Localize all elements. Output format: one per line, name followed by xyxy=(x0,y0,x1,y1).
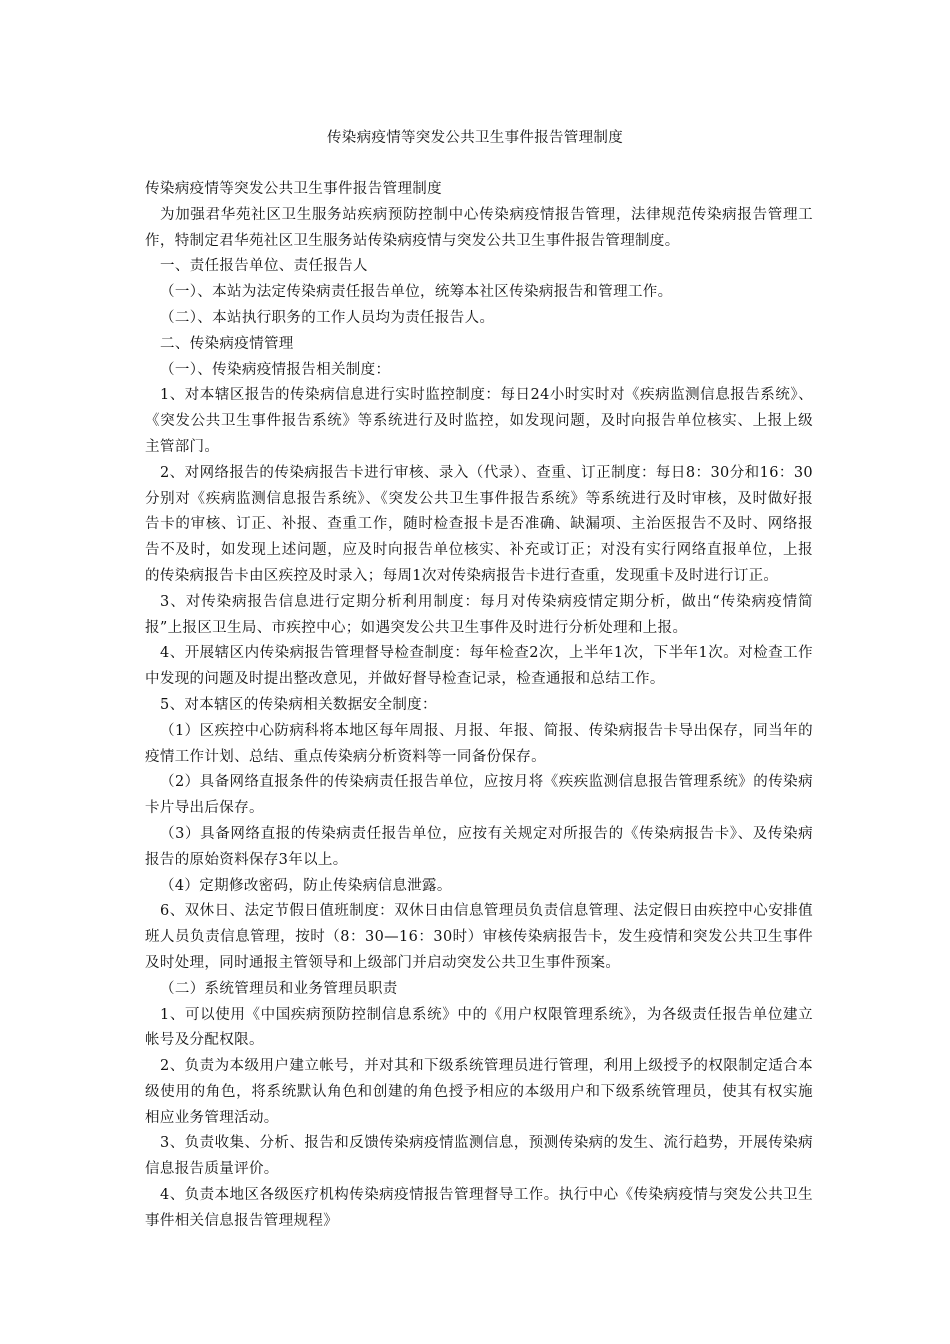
document-body xyxy=(145,177,813,1235)
section-heading-1: 一、责任报告单位、责任报告人 xyxy=(160,258,368,275)
paragraph-item: 1、对本辖区报告的传染病信息进行实时监控制度：每日24小时实时对《疾病监测信息报告系统》、《突发公共卫生事件报告系统》等系统进行及时监控，如发现问题，及时向报告单位核实、上报上级主管部门。 xyxy=(145,387,813,455)
paragraph-item: 4、开展辖区内传染病报告管理督导检查制度：每年检查2次，上半年1次，下半年1次。对检查工作中发现的问题及时提出整改意见，并做好督导检查记录，检查通报和总结工作。 xyxy=(145,645,813,688)
section-heading-2: 二、传染病疫情管理 xyxy=(160,335,294,352)
paragraph-item: 3、负责收集、分析、报告和反馈传染病疫情监测信息，预测传染病的发生、流行趋势，开展传染病信息报告质量评价。 xyxy=(145,1135,813,1178)
paragraph-item: 3、对传染病报告信息进行定期分析利用制度：每月对传染病疫情定期分析，做出“传染病疫情简报”上报区卫生局、市疾控中心；如遇突发公共卫生事件及时进行分析处理和上报。 xyxy=(145,593,813,636)
paragraph-item: （2）具备网络直报条件的传染病责任报告单位，应按月将《疾疾监测信息报告管理系统》的传染病卡片导出后保存。 xyxy=(145,774,813,817)
paragraph-item: 5、对本辖区的传染病相关数据安全制度： xyxy=(160,696,437,713)
page-title: 传染病疫情等突发公共卫生事件报告管理制度 xyxy=(327,130,623,146)
paragraph-item: （二）、本站执行职务的工作人员均为责任报告人。 xyxy=(160,309,495,326)
paragraph-item: （3）具备网络直报的传染病责任报告单位，应按有关规定对所报告的《传染病报告卡》、及传染病报告的原始资料保存3年以上。 xyxy=(145,825,813,868)
paragraph-item: 6、双休日、法定节假日值班制度：双休日由信息管理员负责信息管理、法定假日由疾控中心安排值班人员负责信息管理，按时（8：30—16：30时）审核传染病报告卡，发生疫情和突发公共卫生事件及时处理，同时通报主管领导和上级部门并启动突发公共卫生事件预案。 xyxy=(145,903,813,971)
paragraph-item: （1）区疾控中心防病科将本地区每年周报、月报、年报、简报、传染病报告卡导出保存，同当年的疫情工作计划、总结、重点传染病分析资料等一同备份保存。 xyxy=(145,722,813,765)
paragraph-item: 4、负责本地区各级医疗机构传染病疫情报告管理督导工作。执行中心《传染病疫情与突发公共卫生事件相关信息报告管理规程》 xyxy=(145,1187,813,1229)
subsection-heading: （一）、传染病疫情报告相关制度： xyxy=(160,361,391,378)
intro-paragraph: 为加强君华苑社区卫生服务站疾病预防控制中心传染病疫情报告管理，法律规范传染病报告管理工作，特制定君华苑社区卫生服务站传染病疫情与突发公共卫生事件报告管理制度。 xyxy=(145,206,813,249)
paragraph-item: （一）、本站为法定传染病责任报告单位，统筹本社区传染病报告和管理工作。 xyxy=(160,284,673,301)
paragraph-item: 2、负责为本级用户建立帐号，并对其和下级系统管理员进行管理，利用上级授予的权限制定适合本级使用的角色，将系统默认角色和创建的角色授予相应的本级用户和下级系统管理员，使其有权实施相应业务管理活动。 xyxy=(145,1058,813,1126)
subsection-heading: （二）系统管理员和业务管理员职责 xyxy=(160,980,398,997)
paragraph-item: （4）定期修改密码，防止传染病信息泄露。 xyxy=(160,877,452,894)
body-heading: 传染病疫情等突发公共卫生事件报告管理制度 xyxy=(145,181,442,197)
paragraph-item: 1、可以使用《中国疾病预防控制信息系统》中的《用户权限管理系统》，为各级责任报告单位建立帐号及分配权限。 xyxy=(145,1006,813,1049)
paragraph-item: 2、对网络报告的传染病报告卡进行审核、录入（代录）、查重、订正制度：每日8：30分和16：30分别对《疾病监测信息报告系统》、《突发公共卫生事件报告系统》等系统进行及时审核，及时做好报告卡的审核、订正、补报、查重工作，随时检查报卡是否准确、缺漏项、主治医报告不及时、网络报告不及时，如发现上述问题，应及时向报告单位核实、补充或订正；对没有实行网络直报单位，上报的传染病报告卡由区疾控及时录入；每周1次对传染病报告卡进行查重，发现重卡及时进行订正。 xyxy=(145,464,813,584)
